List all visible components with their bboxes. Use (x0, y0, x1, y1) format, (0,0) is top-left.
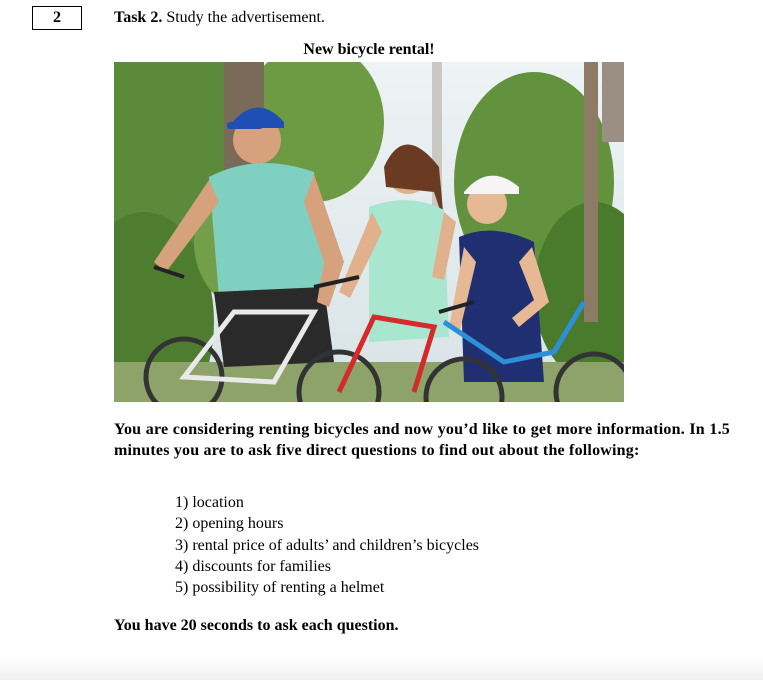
list-item: 5) possibility of renting a helmet (175, 579, 385, 597)
page-bottom-shadow (0, 658, 763, 680)
question-topics-list (175, 492, 479, 598)
list-item: 1) location (175, 494, 244, 511)
time-limit-note: You have 20 seconds to ask each question. (114, 617, 399, 634)
task-number-box: 2 (32, 6, 82, 30)
task-instruction: Study the advertisement. (166, 9, 325, 26)
list-item: 2) opening hours (175, 515, 284, 533)
ad-title: New bicycle rental! (303, 41, 435, 58)
family-on-bicycles-photo (114, 62, 624, 402)
task-label: Task 2. (114, 9, 163, 26)
list-item: 4) discounts for families (175, 557, 331, 575)
task-header (114, 9, 325, 27)
task-intro-text: You are considering renting bicycles and now you’d like to get more information. In 1.5 minutes you are to ask five direct questions to find out about the following: (114, 421, 730, 459)
list-item: 3) rental price of adults’ and children’s bicycles (175, 536, 480, 554)
